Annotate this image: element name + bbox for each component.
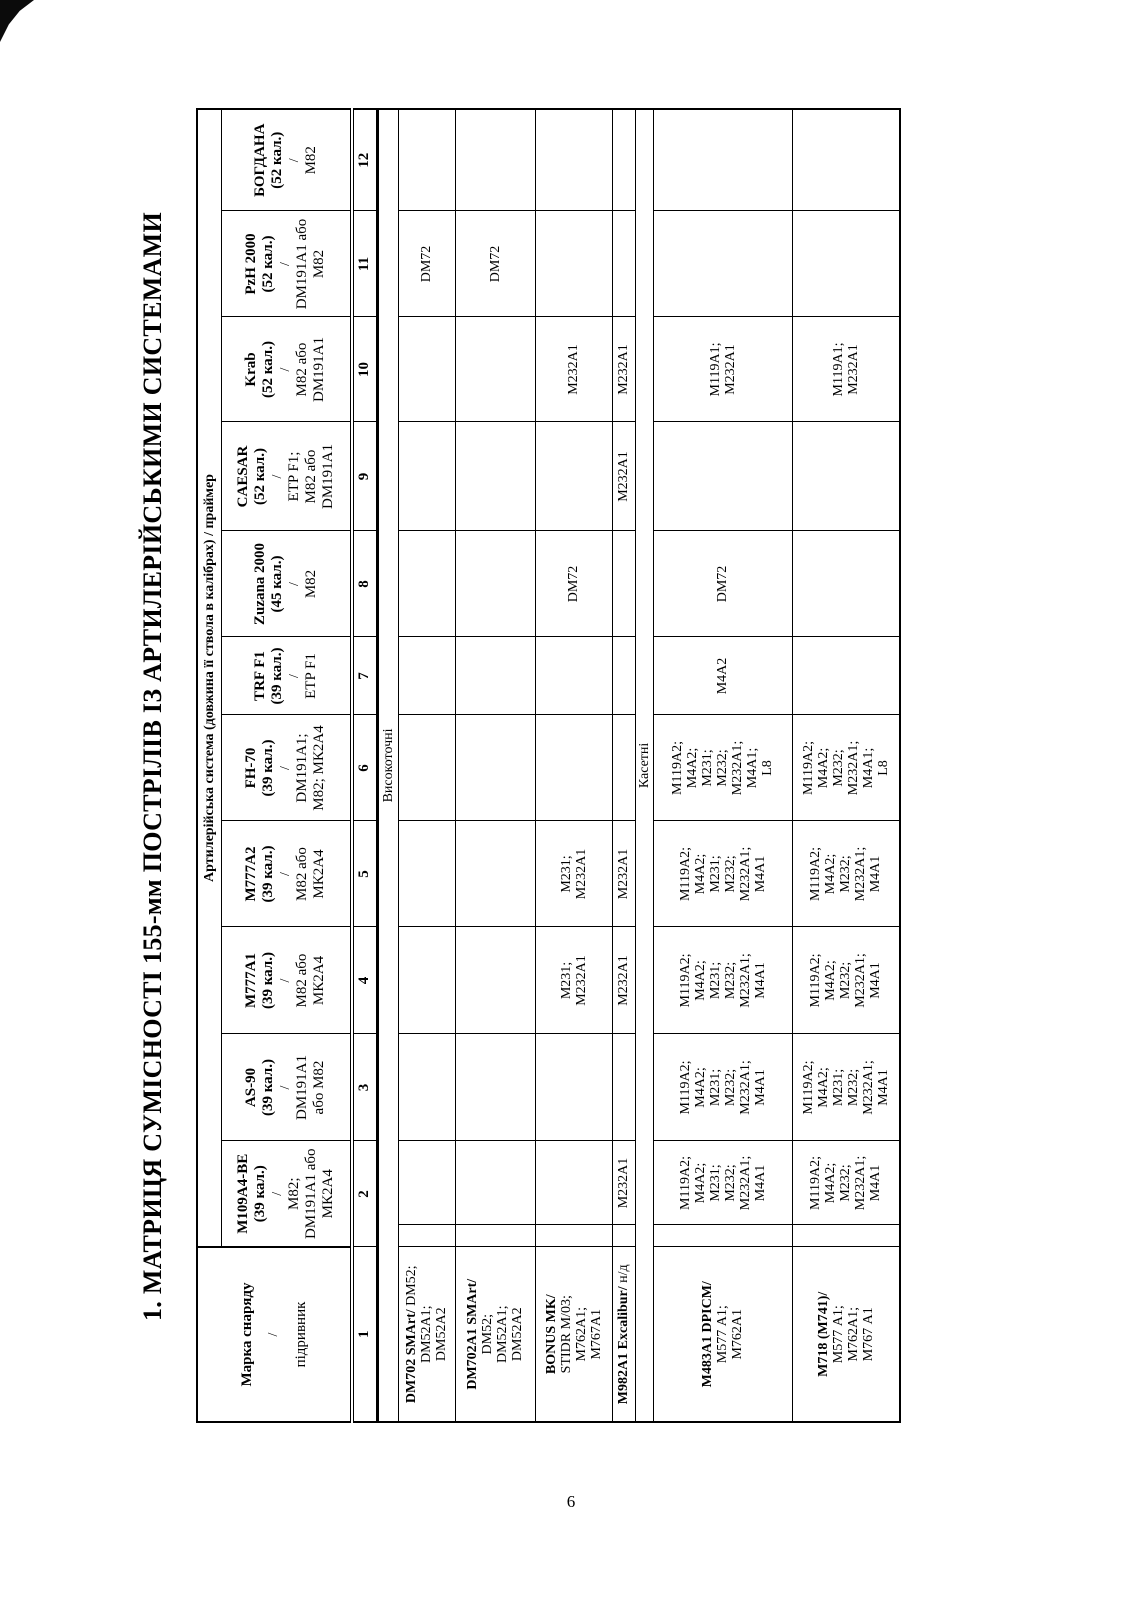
compatibility-cell: [612, 927, 635, 1034]
compatibility-cell: [455, 109, 535, 211]
compatibility-line: М232А1;: [853, 846, 869, 902]
compatibility-line: М232А1;: [737, 953, 753, 1008]
compatibility-line: М232;: [722, 1164, 738, 1202]
compatibility-cell: [792, 1034, 900, 1141]
system-primer-line: М82 або: [294, 847, 311, 901]
compatibility-cell: [653, 821, 792, 927]
compatibility-line: М232А1;: [737, 1155, 753, 1211]
weapon-name: BONUS MK/: [543, 1294, 559, 1375]
compatibility-line: М232А1;: [845, 740, 861, 796]
compatibility-line: М231;: [700, 749, 715, 787]
compatibility-line: М4А2;: [692, 1067, 708, 1108]
corner-header-cell: [197, 1247, 352, 1422]
compatibility-cell: [792, 422, 900, 531]
slash-separator: /: [278, 367, 294, 372]
weapon-name: DM702А1 SMArt/: [465, 1278, 480, 1390]
system-caliber: (52 кал.): [260, 235, 277, 293]
compatibility-line: М119А2;: [677, 953, 693, 1008]
compatibility-line: М232А1: [566, 344, 581, 395]
system-primer-line: М82: [311, 249, 328, 279]
compatibility-cell: [535, 1141, 612, 1225]
system-name: AS-90: [243, 1067, 260, 1108]
system-primer-line: М82; МК2А4: [311, 725, 328, 811]
weapon-fuze-line: DM52А2: [434, 1307, 449, 1362]
system-primer-line: або М82: [311, 1060, 328, 1115]
column-number-cell: 5: [352, 821, 377, 927]
weapon-fuze-line: М577 А1;: [715, 1305, 730, 1364]
system-header-cell: [222, 821, 352, 927]
column-number-cell: 4: [352, 927, 377, 1034]
compatibility-line: М4А1: [868, 1164, 884, 1202]
weapon-fuze-line: DM52А2: [510, 1307, 525, 1362]
slash-separator: /: [286, 674, 302, 678]
compatibility-line: М119А2;: [808, 1156, 824, 1210]
compatibility-line: М232А1: [616, 1157, 631, 1209]
weapon-name: DM702 SMArt/: [404, 1309, 419, 1404]
system-primer-line: DM191А1: [294, 1055, 311, 1121]
compatibility-cell: [398, 715, 455, 821]
compatibility-cell: [455, 1141, 535, 1225]
weapon-fuze-line: DM52А1;: [419, 1305, 434, 1364]
weapon-fuze-line: М577 А1;: [830, 1305, 846, 1364]
compatibility-cell: [398, 109, 455, 211]
compatibility-line: М232А1: [616, 344, 631, 395]
compatibility-line: М231;: [707, 1164, 723, 1202]
compatibility-cell: [535, 317, 612, 422]
system-header-cell: [222, 1141, 352, 1247]
weapon-label-cell: [653, 1247, 792, 1422]
spacer-cell: [398, 1225, 455, 1247]
weapon-label-cell: [792, 1247, 900, 1422]
compatibility-line: М4А1;: [860, 747, 876, 789]
compatibility-line: М4А1: [752, 1164, 768, 1202]
system-caliber: (39 кал.): [260, 845, 277, 903]
slash-separator: /: [278, 872, 294, 876]
compatibility-cell: [792, 637, 900, 715]
weapon-fuze-line: н/д: [616, 1264, 631, 1283]
compatibility-line: М4А2;: [692, 1162, 708, 1204]
compatibility-cell: [535, 109, 612, 211]
system-caliber: (52 кал.): [268, 131, 285, 189]
weapon-name: М483А1 DPICM/: [700, 1281, 715, 1388]
system-caliber: (39 кал.): [268, 647, 285, 705]
weapon-row: [792, 109, 900, 1422]
compatibility-line: М231;: [707, 961, 723, 1000]
weapon-fuze-line: DM52;: [480, 1314, 495, 1355]
system-primer-line: М82;: [285, 1177, 302, 1211]
compatibility-cell: [792, 1141, 900, 1225]
weapon-fuze-line: DM52А1;: [495, 1305, 510, 1364]
system-primer-line: М82: [302, 146, 319, 175]
compatibility-line: М119А2;: [670, 741, 685, 795]
slash-separator: /: [265, 1332, 281, 1337]
system-caliber: (45 кал.): [268, 555, 285, 613]
compatibility-line: L8: [875, 760, 891, 776]
page-number: 6: [566, 1492, 576, 1511]
section-header-cell: Касетні: [635, 109, 653, 1422]
weapon-row: [398, 109, 455, 1422]
compatibility-line: М231;: [558, 961, 574, 1000]
system-name: Krab: [243, 352, 260, 387]
system-primer-line: DM191А1 або: [294, 218, 311, 310]
compatibility-line: М4А2;: [823, 853, 839, 895]
compatibility-line: М119А2;: [808, 953, 824, 1008]
compatibility-line: М4А1;: [745, 747, 760, 789]
system-header-cell: [222, 211, 352, 317]
compatibility-line: М119А2;: [677, 1156, 693, 1210]
compatibility-line: М232;: [838, 855, 854, 893]
compatibility-line: М4А2;: [823, 960, 839, 1001]
compatibility-cell: [612, 715, 635, 821]
system-primer-line: DM191А1;: [294, 733, 311, 803]
compatibility-line: DM72: [419, 245, 434, 283]
compatibility-cell: [455, 1034, 535, 1141]
compatibility-cell: [792, 715, 900, 821]
slash-separator: /: [278, 262, 294, 266]
system-header-cell: [222, 637, 352, 715]
compatibility-cell: [398, 211, 455, 317]
section-header-row: [378, 109, 398, 1422]
corner-line2: підривник: [292, 1301, 309, 1368]
compatibility-line: М119А1;: [830, 342, 846, 397]
column-number-cell: 12: [352, 109, 377, 211]
compatibility-cell: [398, 1141, 455, 1225]
system-name: М777А2: [243, 846, 260, 902]
spacer-cell: [455, 1225, 535, 1247]
compatibility-cell: [612, 317, 635, 422]
system-primer-line: DM191А1: [319, 444, 336, 510]
compatibility-line: М232;: [838, 1164, 854, 1202]
system-header-cell: [222, 422, 352, 531]
compatibility-cell: [455, 531, 535, 637]
compatibility-line: М4А1: [752, 962, 768, 999]
slash-separator: /: [286, 158, 302, 163]
weapon-name: М718 (М741)/: [815, 1291, 831, 1377]
compatibility-cell: [455, 637, 535, 715]
compatibility-cell: [792, 927, 900, 1034]
compatibility-cell: [792, 821, 900, 927]
compatibility-line: М232;: [722, 1068, 738, 1107]
slash-separator: /: [278, 1085, 294, 1090]
compatibility-cell: [535, 531, 612, 637]
matrix-body-table: [378, 108, 902, 1423]
system-name: PzH 2000: [243, 233, 260, 295]
weapon-label-cell: [455, 1247, 535, 1422]
compatibility-line: М4А1: [868, 962, 884, 999]
compatibility-line: М232А1;: [853, 1155, 869, 1211]
weapon-fuze-line: М762А1;: [573, 1307, 589, 1362]
weapon-fuze-line: DM52;: [404, 1265, 419, 1306]
compatibility-cell: [792, 531, 900, 637]
system-caliber: (52 кал.): [260, 341, 277, 398]
system-name: FH-70: [243, 747, 260, 789]
group-header-row: [197, 109, 222, 1422]
compatibility-line: М4А2;: [685, 747, 700, 789]
compatibility-line: М119А1;: [707, 342, 723, 397]
compatibility-cell: [612, 637, 635, 715]
system-primer-line: ETP F1;: [285, 451, 302, 502]
spacer-cell: [612, 1225, 635, 1247]
column-number-cell: 10: [352, 317, 377, 422]
system-name: CAESAR: [234, 445, 251, 508]
compatibility-line: М4А1: [868, 855, 884, 893]
weapon-fuze-line: М767А1: [588, 1308, 604, 1360]
compatibility-cell: [398, 927, 455, 1034]
compatibility-cell: [612, 1141, 635, 1225]
compatibility-line: М4А1: [752, 1069, 768, 1106]
system-header-cell: [222, 109, 352, 211]
compatibility-line: М4А2;: [692, 960, 708, 1001]
compatibility-line: DM72: [715, 565, 730, 603]
system-header-cell: [222, 1034, 352, 1141]
compatibility-line: М231;: [558, 855, 574, 893]
system-primer-line: МК2А4: [311, 955, 328, 1006]
system-header-cell: [222, 715, 352, 821]
compatibility-line: М4А1: [752, 855, 768, 893]
compatibility-cell: [792, 211, 900, 317]
compatibility-cell: [612, 109, 635, 211]
scan-corner-artifact: [0, 0, 34, 42]
weapon-fuze-line: М767 А1: [860, 1307, 876, 1362]
weapon-row: [535, 109, 612, 1422]
system-name: М109А4-ВЕ: [234, 1153, 251, 1234]
system-primer-line: МК2А4: [319, 1169, 336, 1219]
compatibility-cell: [653, 422, 792, 531]
compatibility-line: М4А2;: [692, 853, 708, 895]
compatibility-line: М232;: [722, 855, 738, 893]
compatibility-line: М119А2;: [800, 741, 816, 795]
compatibility-cell: [653, 927, 792, 1034]
system-caliber: (39 кал.): [260, 952, 277, 1009]
column-number-cell: 11: [352, 211, 377, 317]
compatibility-line: М232А1: [573, 955, 589, 1006]
system-primer-line: М82 або: [302, 449, 319, 504]
system-headers-row: [222, 109, 352, 1422]
compatibility-line: М119А2;: [677, 847, 693, 901]
matrix-header-table: [196, 108, 378, 1423]
system-name: М777А1: [243, 953, 260, 1008]
compatibility-line: М232А1;: [737, 846, 753, 902]
compatibility-line: М4А2;: [815, 747, 831, 789]
system-caliber: (52 кал.): [251, 448, 268, 505]
system-primer-line: ETP F1: [302, 653, 319, 699]
column-number-cell: 3: [352, 1034, 377, 1141]
rotated-landscape-content: [110, 110, 901, 1423]
compatibility-cell: [653, 317, 792, 422]
compatibility-cell: [653, 1141, 792, 1225]
compatibility-cell: [653, 531, 792, 637]
slash-separator: /: [286, 582, 302, 586]
weapon-row: [653, 109, 792, 1422]
compatibility-line: М231;: [830, 1068, 846, 1107]
compatibility-cell: [612, 422, 635, 531]
compatibility-line: L8: [760, 760, 775, 776]
compatibility-line: М232А1: [616, 848, 631, 900]
compatibility-line: М232А1: [722, 344, 738, 395]
compatibility-cell: [535, 821, 612, 927]
system-header-cell: [222, 531, 352, 637]
spacer-cell: [792, 1225, 900, 1247]
compatibility-line: М4А1: [875, 1069, 891, 1106]
systems-group-header: Артилерійська система (довжина її ствола в калібрах) / праймер: [197, 109, 222, 1247]
column-number-cell: 8: [352, 531, 377, 637]
compatibility-line: М232;: [838, 961, 854, 1000]
compatibility-line: М232А1: [616, 955, 631, 1006]
weapon-label-cell: [398, 1247, 455, 1422]
compatibility-line: DM72: [487, 245, 503, 283]
compatibility-line: М232;: [830, 749, 846, 787]
column-number-cell: 6: [352, 715, 377, 821]
compatibility-cell: [612, 821, 635, 927]
compatibility-cell: [653, 109, 792, 211]
weapon-label-cell: [612, 1247, 635, 1422]
compatibility-line: М4А2: [715, 657, 730, 695]
system-header-cell: [222, 927, 352, 1034]
compatibility-line: М119А2;: [677, 1060, 693, 1115]
compatibility-cell: [653, 637, 792, 715]
compatibility-cell: [455, 422, 535, 531]
compatibility-line: М232А1: [573, 848, 589, 900]
page-title: 1. МАТРИЦЯ СУМІСНОСТІ 155-мм ПОСТРІЛІВ ІЗ АРТИЛЕРІЙСЬКИМИ СИСТЕМАМИ: [138, 212, 167, 1321]
weapon-fuze-line: STIDR М/03;: [558, 1295, 574, 1374]
compatibility-line: М232А1;: [853, 953, 869, 1008]
spacer-cell: [535, 1225, 612, 1247]
compatibility-cell: [398, 637, 455, 715]
compatibility-cell: [535, 637, 612, 715]
weapon-fuze-line: М762А1: [730, 1308, 745, 1360]
compatibility-cell: [653, 1034, 792, 1141]
column-number-cell: 7: [352, 637, 377, 715]
column-numbers-row: [352, 109, 377, 1422]
compatibility-line: М4А2;: [823, 1162, 839, 1204]
system-primer-line: М82 або: [294, 342, 311, 397]
compatibility-line: М232А1: [845, 344, 861, 395]
compatibility-line: М232А1: [616, 451, 631, 502]
compatibility-cell: [612, 1034, 635, 1141]
compatibility-line: М232;: [845, 1068, 861, 1107]
system-primer-line: М82 або: [294, 953, 311, 1008]
compatibility-cell: [398, 317, 455, 422]
compatibility-cell: [535, 1034, 612, 1141]
slash-separator: /: [278, 766, 294, 770]
compatibility-line: М119А2;: [800, 1060, 816, 1115]
compatibility-line: М232А1;: [730, 740, 745, 796]
compatibility-line: М232;: [715, 749, 730, 787]
corner-line1: Марка снаряду: [238, 1282, 255, 1387]
system-name: TRF F1: [251, 651, 268, 701]
system-primer-line: МК2А4: [311, 849, 328, 899]
system-name: Zuzana 2000: [251, 542, 268, 626]
compatibility-cell: [653, 715, 792, 821]
compatibility-cell: [535, 211, 612, 317]
compatibility-cell: [455, 927, 535, 1034]
system-header-cell: [222, 317, 352, 422]
system-caliber: (39 кал.): [260, 1059, 277, 1116]
system-caliber: (39 кал.): [260, 739, 277, 797]
compatibility-cell: [612, 531, 635, 637]
compatibility-cell: [792, 317, 900, 422]
compatibility-cell: [535, 422, 612, 531]
system-primer-line: DM191А1 або: [302, 1148, 319, 1240]
compatibility-line: М231;: [707, 855, 723, 893]
slash-separator: /: [269, 474, 285, 479]
spacer-cell: [653, 1225, 792, 1247]
compatibility-cell: [398, 531, 455, 637]
compatibility-cell: [792, 109, 900, 211]
compatibility-line: М232;: [722, 961, 738, 1000]
compatibility-cell: [535, 715, 612, 821]
compatibility-line: М4А2;: [815, 1067, 831, 1108]
compatibility-cell: [455, 715, 535, 821]
weapon-fuze-line: М762А1;: [845, 1307, 861, 1362]
weapon-row: [612, 109, 635, 1422]
compatibility-line: М231;: [707, 1068, 723, 1107]
slash-separator: /: [278, 978, 294, 983]
weapon-name: М982А1 Excalibur/: [616, 1286, 631, 1405]
compatibility-cell: [455, 211, 535, 317]
column-number-cell: 9: [352, 422, 377, 531]
weapon-label-cell: [535, 1247, 612, 1422]
compatibility-line: DM72: [566, 565, 581, 603]
system-name: БОГДАНА: [251, 123, 268, 197]
section-header-cell: Високоточні: [378, 109, 398, 1422]
compatibility-cell: [455, 317, 535, 422]
weapon-row: [455, 109, 535, 1422]
column-number-cell: 1: [352, 1247, 377, 1422]
compatibility-cell: [398, 1034, 455, 1141]
system-caliber: (39 кал.): [251, 1165, 268, 1223]
compatibility-cell: [398, 821, 455, 927]
compatibility-cell: [398, 422, 455, 531]
compatibility-line: М119А2;: [808, 847, 824, 901]
compatibility-cell: [653, 211, 792, 317]
column-number-cell: 2: [352, 1141, 377, 1247]
compatibility-line: М232А1;: [737, 1060, 753, 1115]
compatibility-cell: [612, 211, 635, 317]
compatibility-cell: [535, 927, 612, 1034]
section-header-row: [635, 109, 653, 1422]
compatibility-cell: [455, 821, 535, 927]
compatibility-line: М232А1;: [860, 1060, 876, 1115]
system-primer-line: М82: [302, 569, 319, 599]
slash-separator: /: [269, 1191, 285, 1196]
system-primer-line: DM191А1: [311, 337, 328, 403]
